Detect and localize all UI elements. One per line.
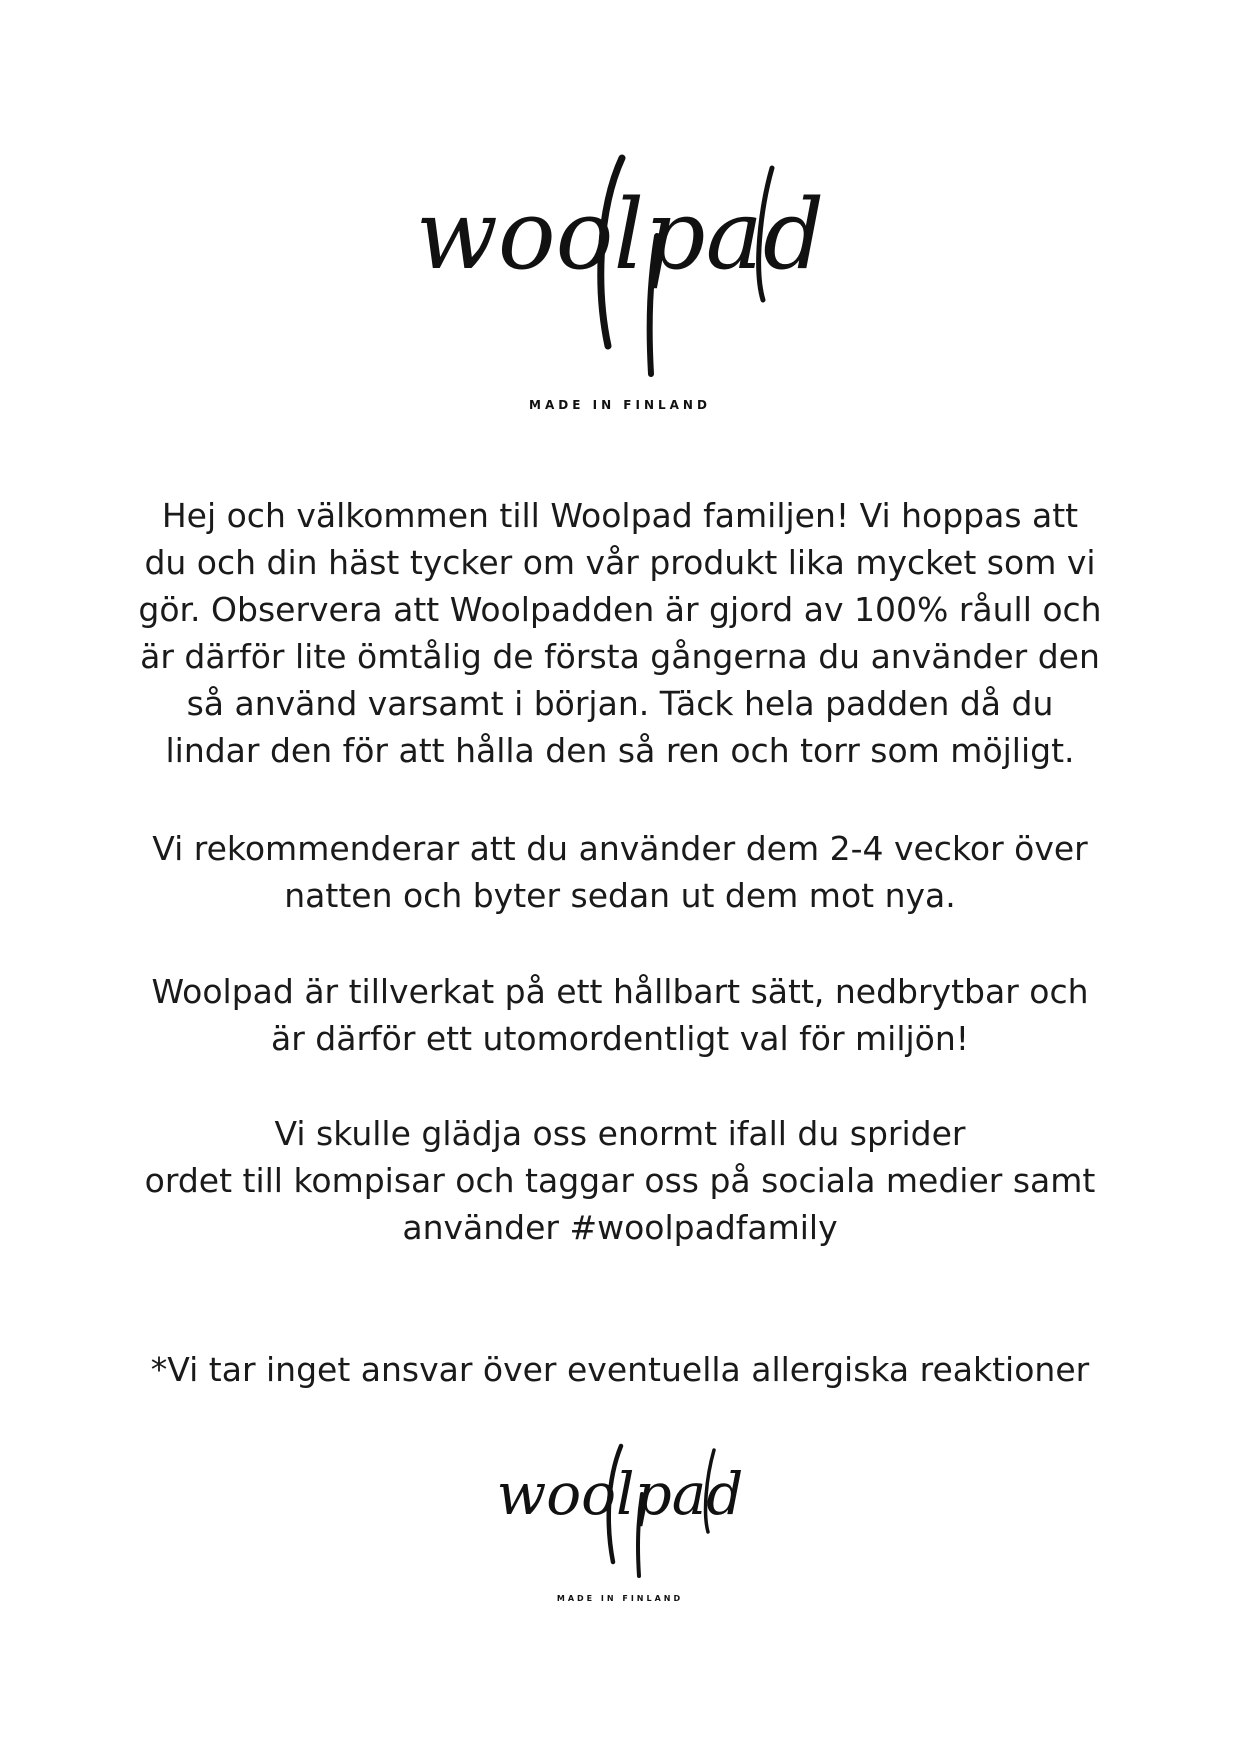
text-line: Vi skulle glädja oss enormt ifall du sprider xyxy=(274,1114,966,1153)
text-line: natten och byter sedan ut dem mot nya. xyxy=(284,876,956,915)
social-paragraph xyxy=(0,1110,1240,1251)
text-line: Vi rekommenderar att du använder dem 2-4 veckor över xyxy=(152,829,1088,868)
footer-tagline: MADE IN FINLAND xyxy=(556,1594,684,1603)
text-line: Hej och välkommen till Woolpad familjen! Vi hoppas att xyxy=(161,496,1079,535)
text-line: är därför lite ömtålig de första gångerna du använder den xyxy=(140,637,1100,676)
text-line: gör. Observera att Woolpadden är gjord av 100% råull och xyxy=(138,590,1102,629)
recommendation-paragraph xyxy=(0,825,1240,919)
footer-logo xyxy=(0,1440,1240,1603)
logo-wordmark: woolpad xyxy=(415,179,825,291)
woolpad-logo-mark xyxy=(410,150,830,380)
text-line: så använd varsamt i början. Täck hela padden då du xyxy=(186,684,1054,723)
sustainability-paragraph xyxy=(0,968,1240,1062)
text-line: lindar den för att hålla den så ren och torr som möjligt. xyxy=(165,731,1075,770)
text-line: ordet till kompisar och taggar oss på sociala medier samt xyxy=(144,1161,1096,1200)
header-logo xyxy=(0,150,1240,412)
header-tagline: MADE IN FINLAND xyxy=(529,398,711,412)
footer-logo-wordmark: woolpad xyxy=(496,1460,744,1528)
text-line: Woolpad är tillverkat på ett hållbart sätt, nedbrytbar och xyxy=(151,972,1089,1011)
footer-logo-p-descender xyxy=(638,1494,642,1576)
intro-paragraph xyxy=(0,492,1240,774)
text-line: använder #woolpadfamily xyxy=(402,1208,838,1247)
text-line: är därför ett utomordentligt val för miljön! xyxy=(271,1019,969,1058)
disclaimer-text: *Vi tar inget ansvar över eventuella allergiska reaktioner xyxy=(150,1350,1090,1389)
disclaimer xyxy=(0,1346,1240,1393)
woolpad-logo-mark-small xyxy=(490,1440,750,1580)
text-line: du och din häst tycker om vår produkt lika mycket som vi xyxy=(144,543,1096,582)
